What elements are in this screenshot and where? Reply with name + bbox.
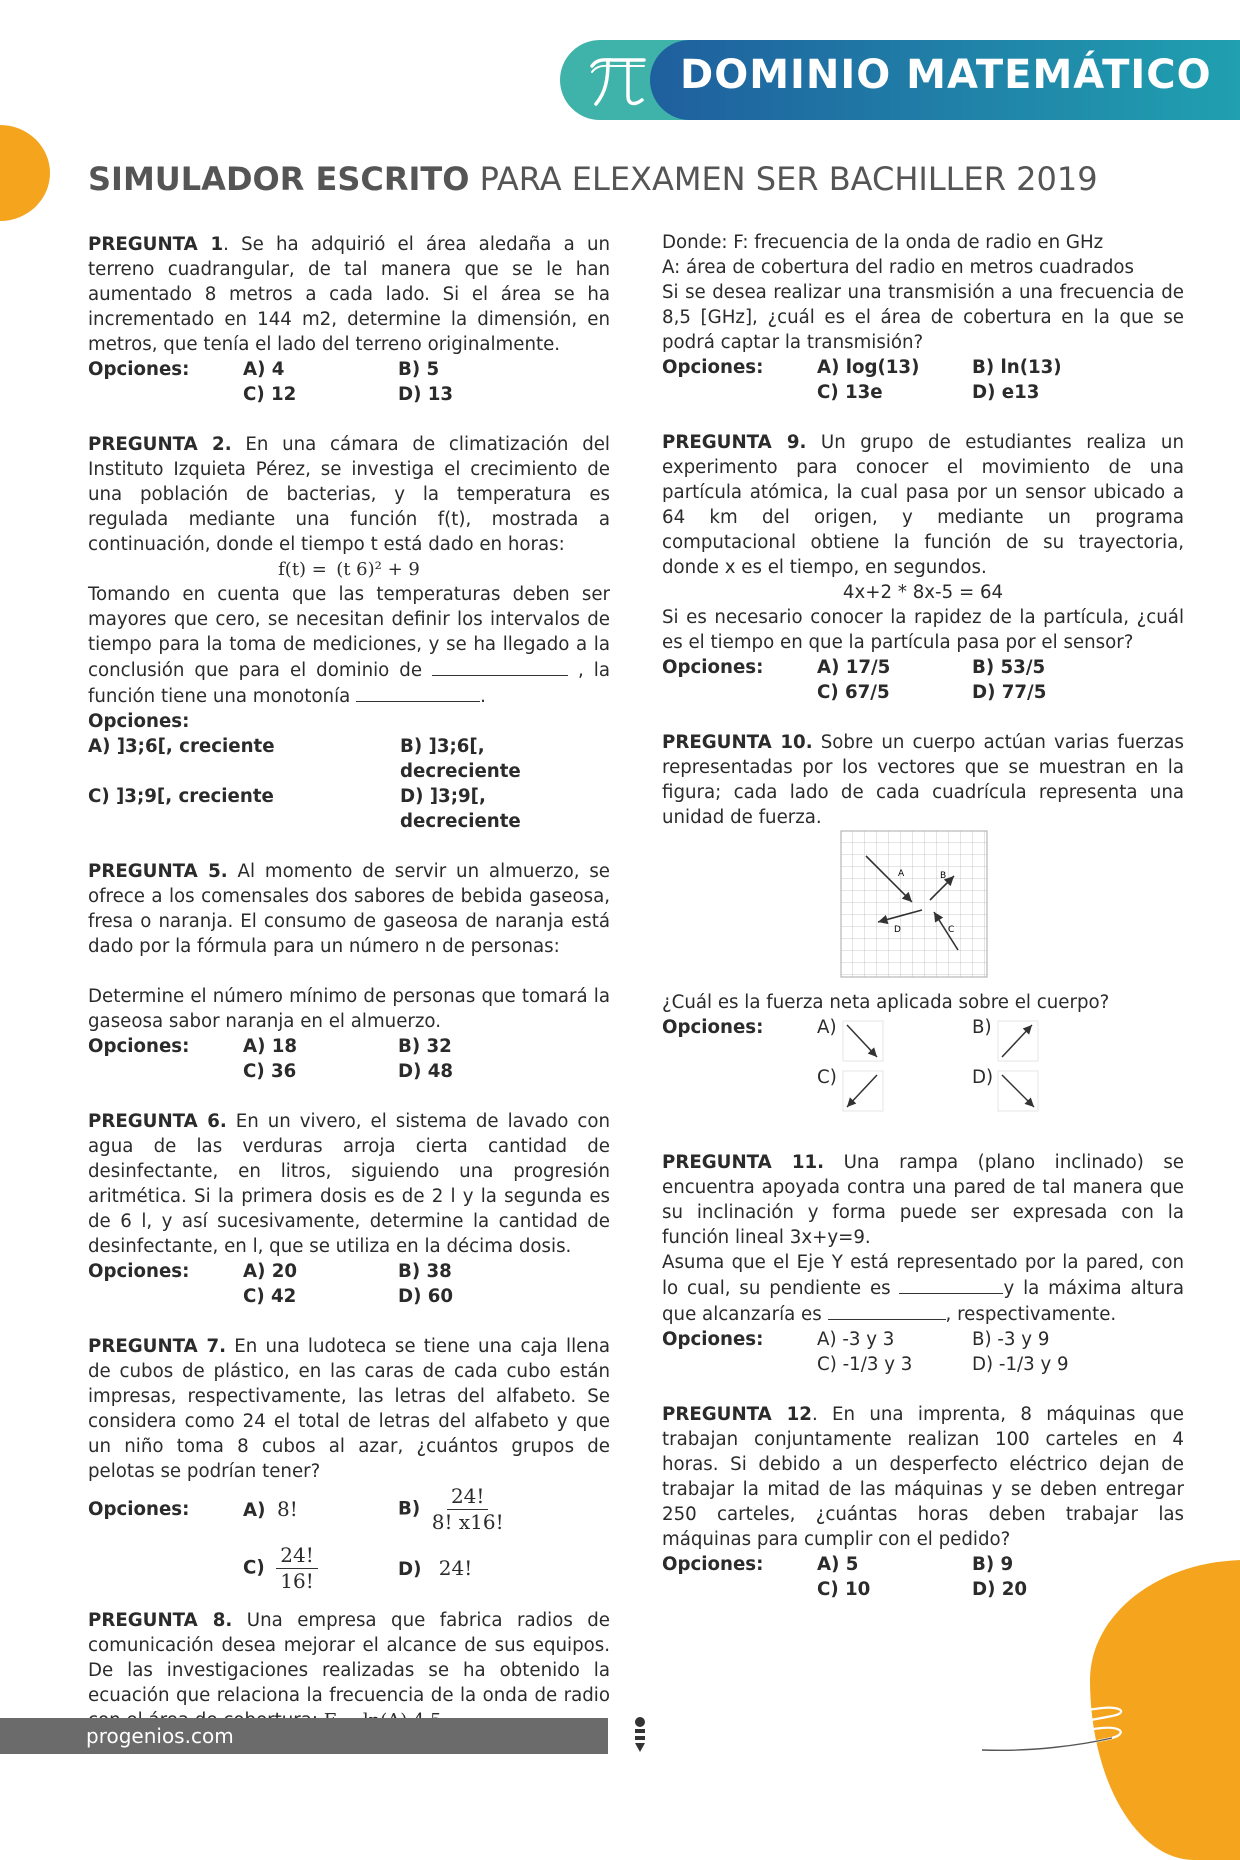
question-label: PREGUNTA 12	[662, 1404, 812, 1425]
options-label: Opciones:	[88, 1261, 190, 1282]
option-b-fraction	[432, 1484, 504, 1535]
option-c: C) 67/5	[817, 682, 890, 703]
option-d: D) 48	[398, 1061, 454, 1082]
options-grid	[662, 1552, 1184, 1602]
page-title	[88, 160, 1098, 198]
question-text-3: A: área de cobertura del radio en metros cuadrados	[662, 257, 1134, 278]
option-b: B) ]3;6[, decreciente	[400, 736, 521, 782]
option-d-value: 24!	[438, 1555, 473, 1580]
vector-label: D	[894, 925, 901, 935]
option-d: D) 20	[972, 1579, 1028, 1600]
question-5	[88, 859, 610, 1084]
option-d	[972, 1065, 1172, 1125]
options-grid-2	[662, 1065, 1184, 1125]
formula: 4x+2 * 8x-5 = 64	[842, 582, 1004, 603]
question-text-2a: Asuma que el Eje Y está representado por la pared, con lo cual, su pendiente es	[662, 1252, 1184, 1299]
question-9	[662, 430, 1184, 705]
option-c	[817, 1065, 972, 1125]
options-label: Opciones:	[662, 657, 764, 678]
question-12	[662, 1402, 1184, 1602]
question-7	[88, 1334, 610, 1594]
question-text: Al momento de servir un almuerzo, se ofrece a los comensales dos sabores de bebida gaseosa, fresa o naranja. El consumo de gaseosa de naranja está dado por la fórmula para un número n de personas:	[88, 861, 610, 957]
question-text-4: Si se desea realizar una transmisión a una frecuencia de 8,5 [GHz], ¿cuál es el área de cobertura en la que se podrá captar la transmisión?	[662, 282, 1184, 353]
vector-grid-figure	[840, 830, 988, 978]
option-d: D) ]3;9[, decreciente	[400, 786, 521, 832]
option-c: C) 36	[243, 1061, 297, 1082]
options-grid	[662, 355, 1184, 405]
question-text-2: Determine el número mínimo de personas que tomará la gaseosa sabor naranja en el almuerzo.	[88, 986, 610, 1032]
option-a: A) -3 y 3	[817, 1329, 895, 1350]
brand-title: DOMINIO MATEMÁTICO	[680, 52, 1212, 98]
option-c: C) 12	[243, 384, 297, 405]
option-a	[817, 1015, 972, 1065]
option-b-label: B)	[972, 1017, 992, 1038]
option-a: A) 17/5	[817, 657, 891, 678]
option-d: D) -1/3 y 9	[972, 1354, 1069, 1375]
question-text-2: ¿Cuál es la fuerza neta aplicada sobre el cuerpo?	[662, 992, 1110, 1013]
options-grid	[88, 1259, 610, 1309]
option-c: C) -1/3 y 3	[817, 1354, 913, 1375]
option-a: A) log(13)	[817, 357, 920, 378]
options-label: Opciones:	[88, 1036, 190, 1057]
question-2: PREGUNTA 2. En una cámara de climatización del Instituto Izquieta Pérez, se investiga el crecimiento de una población de bacterias, y la temperatura es regulada mediante una función f(t), mostrada a continuación, donde el tiempo t está dado en horas: f(t) = (t 6)² + 9 Tomando en cuenta que las temperaturas deben ser mayores que cero, se necesitan definir los intervalos de tiempo para la toma de mediciones, y se ha llegado a la conclusión que para el dominio de , la función tiene una monotonía . Opciones: A) ]3;6[, creciente B) ]3;6[, decreciente C) ]3;9[, creciente D) ]3;9[, decreciente	[88, 434, 610, 832]
left-column	[88, 232, 610, 1733]
options-label: Opciones:	[662, 1554, 764, 1575]
option-a: A) 4	[243, 359, 285, 380]
options-label: Opciones:	[662, 1329, 764, 1350]
fraction-numerator: 24!	[447, 1484, 489, 1510]
question-text: . En una imprenta, 8 máquinas que trabajan conjuntamente realizan 100 carteles en 4 horas. Si debido a un desperfecto eléctrico dejan de trabajar la mitad de las máquinas y se deben entregar 250 carteles, ¿cuántas horas deben trabajar las máquinas para cumplir con el pedido?	[662, 1404, 1184, 1550]
question-label: PREGUNTA 10.	[662, 732, 813, 753]
option-d: D) e13	[972, 382, 1040, 403]
question-1	[88, 232, 610, 407]
question-text: En una ludoteca se tiene una caja llena de cubos de plástico, en las caras de cada cubo están impresas, respectivamente, las letras del alfabeto. Se considera como 24 el total de letras del alfabeto y que un niño toma 8 cubos al azar, ¿cuántos grupos de pelotas se podrían tener?	[88, 1336, 610, 1482]
options-label: Opciones:	[88, 711, 190, 732]
question-text-2: Si es necesario conocer la rapidez de la partícula, ¿cuál es el tiempo en que la partícula pasa por el sensor?	[662, 607, 1184, 653]
option-b: B) ln(13)	[972, 357, 1062, 378]
missing-formula-space	[88, 959, 610, 984]
footer-site-link[interactable]: progenios.com	[86, 1724, 234, 1748]
figure-area	[662, 830, 1184, 980]
options-grid	[662, 655, 1184, 705]
options-grid-2	[88, 1543, 610, 1594]
question-label: PREGUNTA 5.	[88, 861, 228, 882]
answer-blank	[899, 1275, 1003, 1294]
question-6	[88, 1109, 610, 1309]
option-a: A) 18	[243, 1036, 298, 1057]
options-grid	[662, 1015, 1184, 1065]
vector-label: B	[940, 871, 947, 881]
question-label: PREGUNTA 11.	[662, 1152, 825, 1173]
spiral-decoration	[972, 1690, 1132, 1754]
option-c: C) ]3;9[, creciente	[88, 786, 274, 807]
arrow-down-right-icon	[996, 1069, 1040, 1113]
option-d-label: D)	[398, 1558, 422, 1580]
option-b: B) 32	[398, 1036, 452, 1057]
question-text: Un grupo de estudiantes realiza un experimento para conocer el movimiento de una partícula atómica, la cual pasa por un sensor ubicado a 64 km del origen, y mediante un programa computacional obtiene la función de su trayectoria, donde x es el tiempo, en segundos.	[662, 432, 1184, 578]
vector-label: A	[898, 869, 905, 879]
question-text: Una empresa que fabrica radios de comunicación desea mejorar el alcance de sus equipos. De las investigaciones realizadas se ha obtenido la ecuación que relaciona la frecuencia de la onda de radio	[88, 1610, 610, 1706]
question-text: Una rampa (plano inclinado) se encuentra apoyada contra una pared de tal manera que su inclinación y forma puede ser expresada con la función lineal 3x+y=9.	[662, 1152, 1184, 1248]
option-c-label: C)	[243, 1557, 265, 1579]
arrow-down-right-icon	[841, 1019, 885, 1063]
options-grid	[88, 1034, 610, 1084]
page-title-bold: SIMULADOR ESCRITO	[88, 160, 470, 198]
arrow-down-left-icon	[841, 1069, 885, 1113]
orange-side-tab	[0, 125, 50, 221]
question-label: PREGUNTA 1	[88, 234, 224, 255]
question-text-2b: y la máxima altura que alcanzaría es	[662, 1278, 1184, 1325]
option-d: D) 13	[398, 384, 454, 405]
option-c: C) 10	[817, 1579, 871, 1600]
question-label: PREGUNTA 9.	[662, 432, 807, 453]
question-text: Sobre un cuerpo actúan varias fuerzas representadas por los vectores que se muestran en la figura; cada lado de cada cuadrícula representa una unidad de fuerza.	[662, 732, 1184, 828]
options-grid	[88, 1484, 610, 1535]
option-b	[972, 1015, 1172, 1065]
option-a: A) ]3;6[, creciente	[88, 736, 275, 757]
right-column	[662, 230, 1184, 1627]
option-b: B) -3 y 9	[972, 1329, 1050, 1350]
question-text: En un vivero, el sistema de lavado con agua de las verduras arroja cierta cantidad de desinfectante, en litros, siguiendo una progresión aritmética. Si la primera dosis es de 2 l y la segunda es de 6 l, y así sucesivamente, determine la cantidad de desinfectante, en l, que se utiliza en la décima dosis.	[88, 1111, 610, 1257]
option-d: D) 60	[398, 1286, 454, 1307]
option-b: B) 38	[398, 1261, 452, 1282]
question-text-2b: , la función tiene una monotonía	[88, 660, 610, 707]
formula: f(t) = (t 6)² + 9	[278, 559, 420, 580]
options-grid	[662, 1327, 1184, 1377]
option-c-label: C)	[817, 1067, 837, 1088]
options-label: Opciones:	[88, 1499, 190, 1520]
question-label: PREGUNTA 6.	[88, 1111, 227, 1132]
option-d-label: D)	[972, 1067, 994, 1088]
question-text-2a: Tomando en cuenta que las temperaturas deben ser mayores que cero, se necesitan definir los intervalos de tiempo para la toma de mediciones, y se ha llegado a la conclusión que para el dominio de	[88, 584, 610, 681]
options-grid	[88, 734, 610, 834]
question-text-2c: , respectivamente.	[945, 1304, 1117, 1325]
answer-blank	[432, 657, 568, 676]
options-label: Opciones:	[662, 357, 764, 378]
answer-blank	[828, 1301, 946, 1320]
pi-icon	[584, 48, 650, 112]
page-marker-icon	[628, 1716, 652, 1754]
question-10	[662, 730, 1184, 1125]
question-text: En una cámara de climatización del Instituto Izquieta Pérez, se investiga el crecimiento de una población de bacterias, y la temperatura es regulada mediante una función f(t), mostrada a continuación, donde el tiempo t está dado en horas:	[88, 434, 610, 555]
option-a-label: A)	[817, 1017, 837, 1038]
vector-label: C	[948, 925, 955, 935]
options-grid	[88, 357, 610, 407]
question-8	[88, 1608, 610, 1733]
option-a-label: A)	[243, 1499, 266, 1521]
answer-blank	[356, 683, 480, 702]
question-label: PREGUNTA 2.	[88, 434, 232, 455]
options-label: Opciones:	[88, 359, 190, 380]
option-a: A) 20	[243, 1261, 298, 1282]
option-a-value: 8!	[276, 1496, 298, 1521]
option-c-fraction	[276, 1543, 318, 1594]
options-label: Opciones:	[662, 1017, 764, 1038]
question-text-2: Donde: F: frecuencia de la onda de radio en GHz	[662, 232, 1104, 253]
arrow-up-right-icon	[996, 1019, 1040, 1063]
question-8-continued	[662, 230, 1184, 405]
question-label: PREGUNTA 8.	[88, 1610, 233, 1631]
option-b: B) 9	[972, 1554, 1014, 1575]
question-label: PREGUNTA 7.	[88, 1336, 227, 1357]
fraction-numerator: 24!	[276, 1543, 318, 1569]
fraction-denominator: 16!	[280, 1569, 314, 1593]
question-text: . Se ha adquirió el área aledaña a un terreno cuadrangular, de tal manera que se le han aumentado 8 metros a cada lado. Si el área se ha incrementado en 144 m2, determine la dimensión, en metros, que tenía el lado del terreno originalmente.	[88, 234, 610, 355]
fraction-denominator: 8! x16!	[431, 1510, 504, 1534]
option-d: D) 77/5	[972, 682, 1047, 703]
option-b: B) 53/5	[972, 657, 1046, 678]
option-a: A) 5	[817, 1554, 859, 1575]
option-c: C) 13e	[817, 382, 883, 403]
option-b: B) 5	[398, 359, 440, 380]
option-b-label: B)	[398, 1498, 421, 1520]
option-c: C) 42	[243, 1286, 297, 1307]
question-11	[662, 1150, 1184, 1377]
page-title-light: PARA ELEXAMEN SER BACHILLER 2019	[479, 160, 1098, 198]
